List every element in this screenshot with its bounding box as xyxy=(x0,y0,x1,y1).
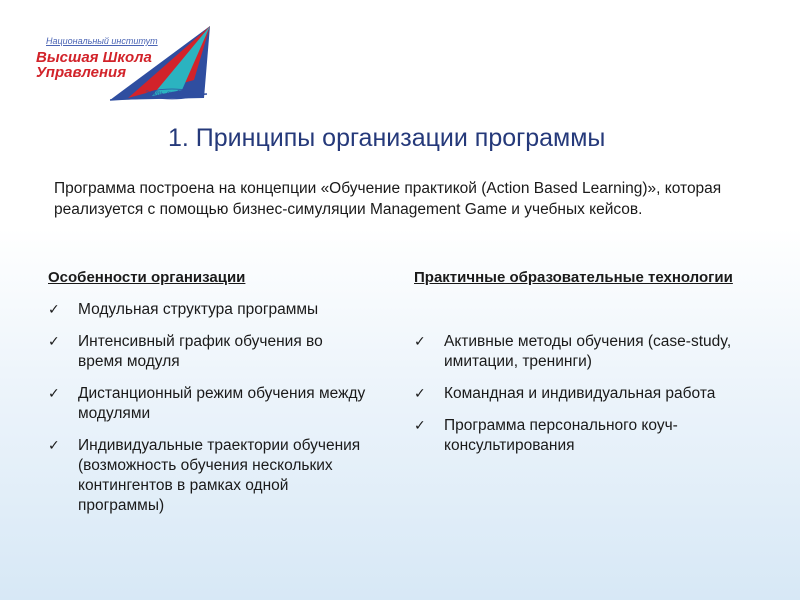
list-item xyxy=(414,384,744,404)
list-item-text: Дистанционный режим обучения между модулями xyxy=(78,385,366,422)
checkmark-icon: ✓ xyxy=(48,437,60,453)
list-item xyxy=(414,416,744,456)
checkmark-icon: ✓ xyxy=(48,333,60,349)
slide-title: 1. Принципы организации программы xyxy=(168,124,606,152)
right-bullet-list xyxy=(414,332,744,468)
list-item-text: Модульная структура программы xyxy=(78,301,319,318)
list-item-text: Индивидуальные траектории обучения (возможность обучения нескольких контингентов в рамках одной программы) xyxy=(78,437,361,514)
checkmark-icon: ✓ xyxy=(414,417,426,433)
checkmark-icon: ✓ xyxy=(414,385,426,401)
list-item xyxy=(48,436,368,516)
logo-tagline: Знать, внедрять xyxy=(145,91,195,97)
list-item-text: Активные методы обучения (case-study, имитации, тренинги) xyxy=(444,333,732,370)
logo-institute-line: Национальный институт xyxy=(46,36,158,46)
intro-paragraph: Программа построена на концепции «Обучение практикой (Action Based Learning)», которая реализуется с помощью бизнес-симуляции Management Game и учебных кейсов. xyxy=(54,180,722,218)
right-column-heading: Практичные образовательные технологии xyxy=(414,269,733,286)
checkmark-icon: ✓ xyxy=(48,385,60,401)
checkmark-icon: ✓ xyxy=(48,301,60,317)
list-item xyxy=(48,300,368,320)
list-item xyxy=(48,384,368,424)
list-item xyxy=(414,332,744,372)
list-item-text: Программа персонального коуч-консультирования xyxy=(444,417,678,454)
left-bullet-list xyxy=(48,300,368,528)
list-item-text: Интенсивный график обучения во время модуля xyxy=(78,333,323,370)
logo-name-line2: Управления xyxy=(36,64,127,81)
institute-logo xyxy=(32,20,222,106)
left-column-heading: Особенности организации xyxy=(48,269,246,286)
list-item-text: Командная и индивидуальная работа xyxy=(444,385,716,402)
checkmark-icon: ✓ xyxy=(414,333,426,349)
logo-name xyxy=(36,50,152,80)
list-item xyxy=(48,332,368,372)
logo-name-line1: Высшая Школа xyxy=(36,49,152,66)
